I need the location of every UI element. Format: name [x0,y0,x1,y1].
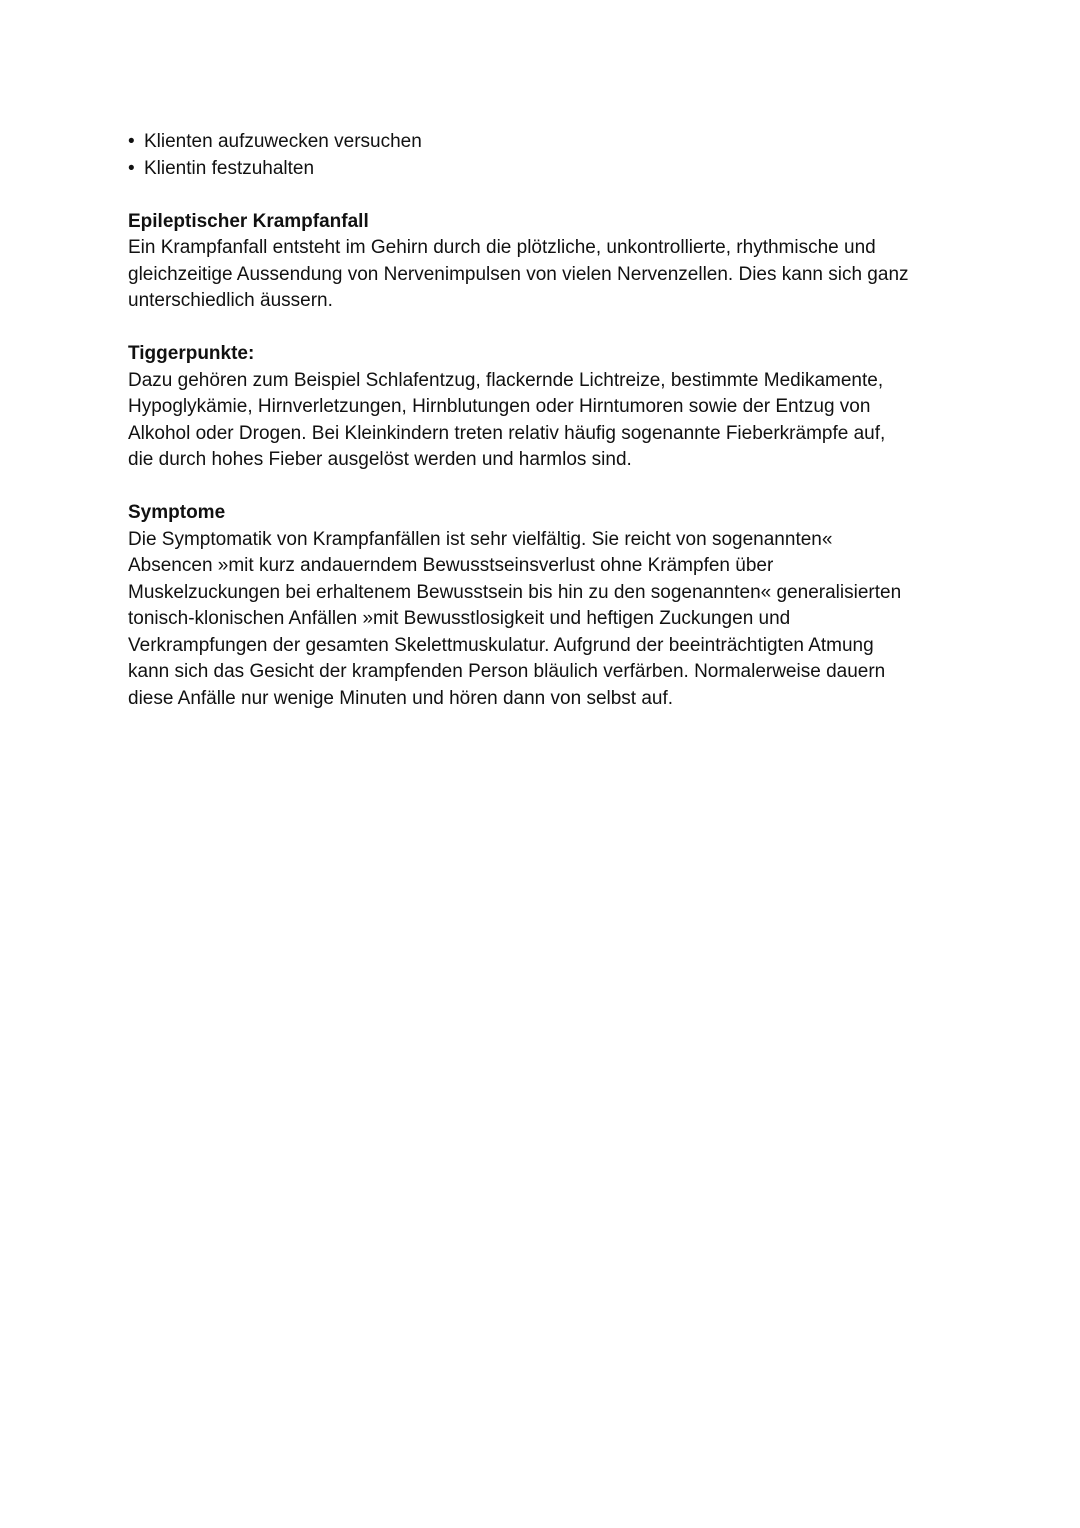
section-paragraph [128,368,958,474]
section-tiggerpunkte [128,341,958,474]
paragraph-line: Absencen »mit kurz andauerndem Bewusstseinsverlust ohne Krämpfen über [128,555,774,576]
list-item-text: Klienten aufzuwecken versuchen [144,131,422,152]
paragraph-line: Dazu gehören zum Beispiel Schlafentzug, flackernde Lichtreize, bestimmte Medikamente, [128,369,884,391]
section-symptome [128,500,958,712]
bullet-list [128,129,958,182]
section-heading: Symptome [128,502,226,523]
paragraph-line: gleichzeitige Aussendung von Nervenimpulsen von vielen Nervenzellen. Dies kann sich ganz [128,263,909,285]
section-paragraph [128,235,958,315]
paragraph-line: unterschiedlich äussern. [128,290,333,311]
paragraph-line: tonisch-klonischen Anfällen »mit Bewusstlosigkeit und heftigen Zuckungen und [128,608,791,629]
section-heading: Epileptischer Krampfanfall [128,210,369,232]
document-page [128,129,958,712]
paragraph-line: Muskelzuckungen bei erhaltenem Bewusstsein bis hin zu den sogenannten« generalisierten [128,581,902,603]
list-item [128,129,958,156]
paragraph-line: kann sich das Gesicht der krampfenden Person bläulich verfärben. Normalerweise dauern [128,661,886,682]
paragraph-line: Alkohol oder Drogen. Bei Kleinkindern treten relativ häufig sogenannte Fieberkrämpfe auf, [128,422,886,444]
paragraph-line: Hypoglykämie, Hirnverletzungen, Hirnblutungen oder Hirntumoren sowie der Entzug von [128,396,871,417]
list-item-text: Klientin festzuhalten [144,157,315,179]
section-paragraph [128,527,958,713]
paragraph-line: Ein Krampfanfall entsteht im Gehirn durch die plötzliche, unkontrollierte, rhythmische und [128,237,876,258]
section-heading: Tiggerpunkte: [128,343,255,364]
section-epileptischer-krampfanfall [128,209,958,315]
list-item [128,156,958,183]
bullet-icon: • [128,157,135,179]
paragraph-line: Verkrampfungen der gesamten Skelettmuskulatur. Aufgrund der beeinträchtigten Atmung [128,634,874,656]
paragraph-line: Die Symptomatik von Krampfanfällen ist sehr vielfältig. Sie reicht von sogenannten« [128,528,833,550]
bullet-icon: • [128,131,135,152]
paragraph-line: diese Anfälle nur wenige Minuten und hören dann von selbst auf. [128,687,674,709]
paragraph-line: die durch hohes Fieber ausgelöst werden und harmlos sind. [128,449,632,470]
